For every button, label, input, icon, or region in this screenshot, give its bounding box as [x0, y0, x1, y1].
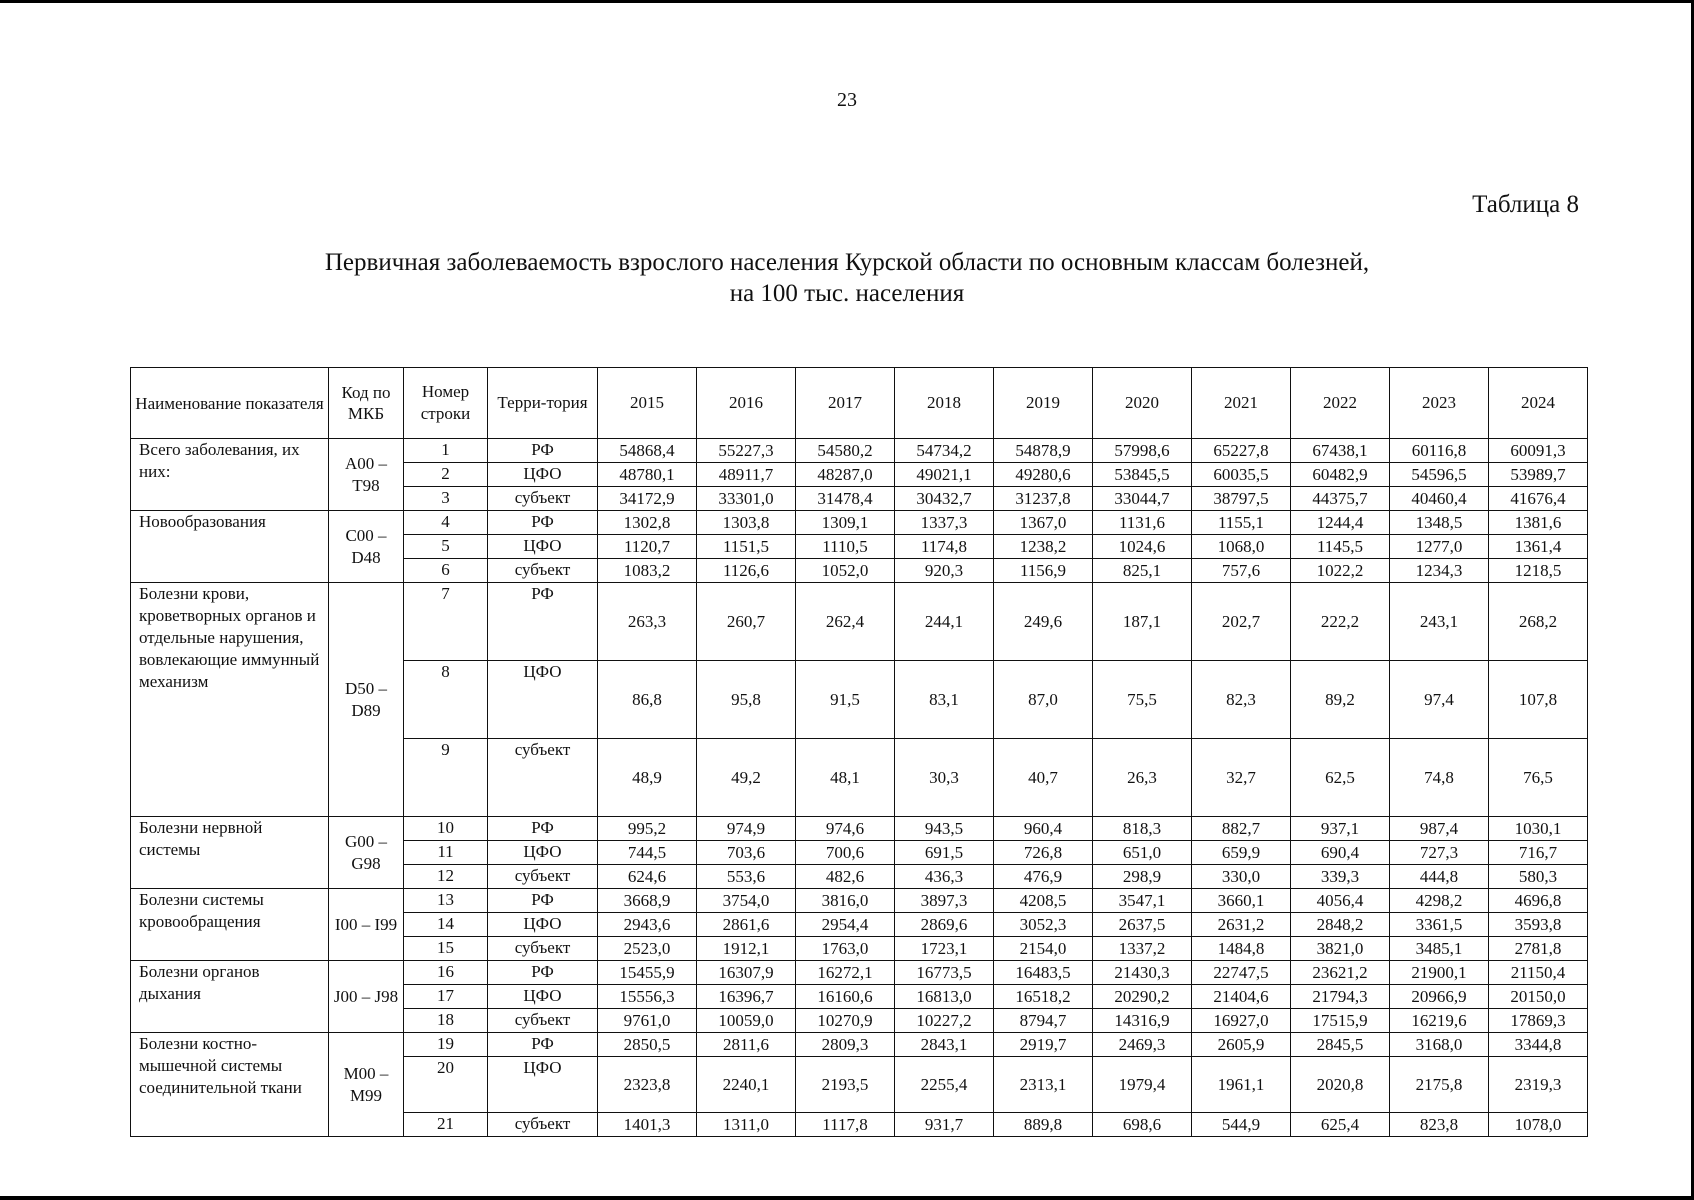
value-cell: 34172,9: [598, 487, 697, 511]
value-cell: 95,8: [697, 661, 796, 739]
value-cell: 943,5: [895, 817, 994, 841]
row-number: 15: [404, 937, 488, 961]
value-cell: 57998,6: [1093, 439, 1192, 463]
row-number: 4: [404, 511, 488, 535]
value-cell: 544,9: [1192, 1113, 1291, 1137]
value-cell: 339,3: [1291, 865, 1390, 889]
header-year: 2018: [895, 368, 994, 439]
value-cell: 2323,8: [598, 1057, 697, 1113]
icd-code: А00 – Т98: [329, 439, 404, 511]
value-cell: 3660,1: [1192, 889, 1291, 913]
value-cell: 243,1: [1390, 583, 1489, 661]
value-cell: 3168,0: [1390, 1033, 1489, 1057]
value-cell: 30,3: [895, 739, 994, 817]
value-cell: 1367,0: [994, 511, 1093, 535]
value-cell: 75,5: [1093, 661, 1192, 739]
value-cell: 1912,1: [697, 937, 796, 961]
value-cell: 1238,2: [994, 535, 1093, 559]
value-cell: 2809,3: [796, 1033, 895, 1057]
value-cell: 2811,6: [697, 1033, 796, 1057]
territory: субъект: [488, 865, 598, 889]
value-cell: 53989,7: [1489, 463, 1588, 487]
row-number: 20: [404, 1057, 488, 1113]
row-number: 9: [404, 739, 488, 817]
value-cell: 1277,0: [1390, 535, 1489, 559]
value-cell: 823,8: [1390, 1113, 1489, 1137]
value-cell: 624,6: [598, 865, 697, 889]
value-cell: 16483,5: [994, 961, 1093, 985]
value-cell: 21794,3: [1291, 985, 1390, 1009]
value-cell: 16927,0: [1192, 1009, 1291, 1033]
value-cell: 2154,0: [994, 937, 1093, 961]
value-cell: 244,1: [895, 583, 994, 661]
row-number: 10: [404, 817, 488, 841]
value-cell: 1030,1: [1489, 817, 1588, 841]
value-cell: 33044,7: [1093, 487, 1192, 511]
value-cell: 67438,1: [1291, 439, 1390, 463]
table-title-line-2: на 100 тыс. населения: [729, 280, 965, 307]
value-cell: 22747,5: [1192, 961, 1291, 985]
value-cell: 2319,3: [1489, 1057, 1588, 1113]
value-cell: 76,5: [1489, 739, 1588, 817]
value-cell: 1145,5: [1291, 535, 1390, 559]
row-number: 12: [404, 865, 488, 889]
value-cell: 3547,1: [1093, 889, 1192, 913]
value-cell: 1401,3: [598, 1113, 697, 1137]
value-cell: 16272,1: [796, 961, 895, 985]
value-cell: 83,1: [895, 661, 994, 739]
icd-code: J00 – J98: [329, 961, 404, 1033]
value-cell: 2954,4: [796, 913, 895, 937]
value-cell: 249,6: [994, 583, 1093, 661]
value-cell: 16307,9: [697, 961, 796, 985]
value-cell: 1302,8: [598, 511, 697, 535]
value-cell: 931,7: [895, 1113, 994, 1137]
value-cell: 21150,4: [1489, 961, 1588, 985]
value-cell: 2175,8: [1390, 1057, 1489, 1113]
value-cell: 4298,2: [1390, 889, 1489, 913]
value-cell: 1151,5: [697, 535, 796, 559]
value-cell: 727,3: [1390, 841, 1489, 865]
territory: РФ: [488, 817, 598, 841]
value-cell: 65227,8: [1192, 439, 1291, 463]
territory: субъект: [488, 739, 598, 817]
value-cell: 3816,0: [796, 889, 895, 913]
header-year: 2015: [598, 368, 697, 439]
territory: РФ: [488, 889, 598, 913]
row-number: 2: [404, 463, 488, 487]
value-cell: 3897,3: [895, 889, 994, 913]
row-number: 19: [404, 1033, 488, 1057]
value-cell: 48911,7: [697, 463, 796, 487]
value-cell: 9761,0: [598, 1009, 697, 1033]
row-number: 5: [404, 535, 488, 559]
value-cell: 1337,3: [895, 511, 994, 535]
value-cell: 53845,5: [1093, 463, 1192, 487]
value-cell: 889,8: [994, 1113, 1093, 1137]
value-cell: 2020,8: [1291, 1057, 1390, 1113]
value-cell: 40460,4: [1390, 487, 1489, 511]
indicator-name: Болезни крови, кроветворных органов и отдельные нарушения, вовлекающие иммунный механизм: [131, 583, 329, 817]
value-cell: 54878,9: [994, 439, 1093, 463]
value-cell: 33301,0: [697, 487, 796, 511]
value-cell: 700,6: [796, 841, 895, 865]
value-cell: 10270,9: [796, 1009, 895, 1033]
icd-code: I00 – I99: [329, 889, 404, 961]
page-number: 23: [837, 89, 857, 111]
table-row: [131, 439, 1588, 463]
territory: субъект: [488, 487, 598, 511]
value-cell: 691,5: [895, 841, 994, 865]
value-cell: 882,7: [1192, 817, 1291, 841]
value-cell: 2848,2: [1291, 913, 1390, 937]
value-cell: 2943,6: [598, 913, 697, 937]
value-cell: 15556,3: [598, 985, 697, 1009]
value-cell: 974,9: [697, 817, 796, 841]
value-cell: 2781,8: [1489, 937, 1588, 961]
table-label: Таблица 8: [1472, 191, 1579, 218]
value-cell: 41676,4: [1489, 487, 1588, 511]
value-cell: 262,4: [796, 583, 895, 661]
value-cell: 30432,7: [895, 487, 994, 511]
icd-code: D50 – D89: [329, 583, 404, 817]
value-cell: 87,0: [994, 661, 1093, 739]
territory: ЦФО: [488, 913, 598, 937]
value-cell: 1174,8: [895, 535, 994, 559]
value-cell: 54596,5: [1390, 463, 1489, 487]
value-cell: 2845,5: [1291, 1033, 1390, 1057]
value-cell: 23621,2: [1291, 961, 1390, 985]
value-cell: 1723,1: [895, 937, 994, 961]
value-cell: 3344,8: [1489, 1033, 1588, 1057]
value-cell: 476,9: [994, 865, 1093, 889]
value-cell: 60116,8: [1390, 439, 1489, 463]
value-cell: 1979,4: [1093, 1057, 1192, 1113]
value-cell: 1337,2: [1093, 937, 1192, 961]
value-cell: 54580,2: [796, 439, 895, 463]
value-cell: 4056,4: [1291, 889, 1390, 913]
row-number: 11: [404, 841, 488, 865]
value-cell: 1052,0: [796, 559, 895, 583]
table-title-line-1: Первичная заболеваемость взрослого населения Курской области по основным классам болезней,: [324, 249, 1370, 276]
value-cell: 2469,3: [1093, 1033, 1192, 1057]
indicator-name: Всего заболевания, их них:: [131, 439, 329, 511]
value-cell: 1381,6: [1489, 511, 1588, 535]
header-name: Наименование показателя: [131, 368, 329, 439]
value-cell: 268,2: [1489, 583, 1588, 661]
value-cell: 31237,8: [994, 487, 1093, 511]
territory: субъект: [488, 937, 598, 961]
value-cell: 2240,1: [697, 1057, 796, 1113]
value-cell: 48287,0: [796, 463, 895, 487]
header-year: 2017: [796, 368, 895, 439]
indicator-name: Новообразования: [131, 511, 329, 583]
row-number: 16: [404, 961, 488, 985]
icd-code: G00 – G98: [329, 817, 404, 889]
value-cell: 54734,2: [895, 439, 994, 463]
row-number: 13: [404, 889, 488, 913]
value-cell: 2843,1: [895, 1033, 994, 1057]
territory: РФ: [488, 961, 598, 985]
icd-code: М00 – М99: [329, 1033, 404, 1137]
territory: субъект: [488, 1009, 598, 1033]
header-year: 2016: [697, 368, 796, 439]
value-cell: 1311,0: [697, 1113, 796, 1137]
value-cell: 21404,6: [1192, 985, 1291, 1009]
value-cell: 86,8: [598, 661, 697, 739]
indicator-name: Болезни нервной системы: [131, 817, 329, 889]
value-cell: 818,3: [1093, 817, 1192, 841]
value-cell: 659,9: [1192, 841, 1291, 865]
value-cell: 8794,7: [994, 1009, 1093, 1033]
value-cell: 444,8: [1390, 865, 1489, 889]
value-cell: 825,1: [1093, 559, 1192, 583]
value-cell: 3821,0: [1291, 937, 1390, 961]
value-cell: 10227,2: [895, 1009, 994, 1033]
value-cell: 49021,1: [895, 463, 994, 487]
value-cell: 60035,5: [1192, 463, 1291, 487]
header-code: Код по МКБ: [329, 368, 404, 439]
table-row: [131, 583, 1588, 661]
table-body: [131, 439, 1588, 1137]
value-cell: 260,7: [697, 583, 796, 661]
indicator-name: Болезни костно-мышечной системы соединительной ткани: [131, 1033, 329, 1137]
value-cell: 1303,8: [697, 511, 796, 535]
table-row: [131, 961, 1588, 985]
territory: ЦФО: [488, 841, 598, 865]
value-cell: 995,2: [598, 817, 697, 841]
value-cell: 690,4: [1291, 841, 1390, 865]
value-cell: 2850,5: [598, 1033, 697, 1057]
territory: ЦФО: [488, 985, 598, 1009]
territory: ЦФО: [488, 463, 598, 487]
value-cell: 1156,9: [994, 559, 1093, 583]
value-cell: 17515,9: [1291, 1009, 1390, 1033]
morbidity-table: [130, 367, 1588, 1137]
value-cell: 1155,1: [1192, 511, 1291, 535]
value-cell: 3754,0: [697, 889, 796, 913]
value-cell: 1068,0: [1192, 535, 1291, 559]
value-cell: 4696,8: [1489, 889, 1588, 913]
value-cell: 1120,7: [598, 535, 697, 559]
value-cell: 726,8: [994, 841, 1093, 865]
value-cell: 48,9: [598, 739, 697, 817]
value-cell: 16813,0: [895, 985, 994, 1009]
value-cell: 1218,5: [1489, 559, 1588, 583]
value-cell: 580,3: [1489, 865, 1588, 889]
row-number: 6: [404, 559, 488, 583]
territory: ЦФО: [488, 1057, 598, 1113]
value-cell: 1083,2: [598, 559, 697, 583]
value-cell: 48,1: [796, 739, 895, 817]
value-cell: 703,6: [697, 841, 796, 865]
header-row: [131, 368, 1588, 439]
table-row: [131, 817, 1588, 841]
value-cell: 3361,5: [1390, 913, 1489, 937]
territory: РФ: [488, 511, 598, 535]
value-cell: 2637,5: [1093, 913, 1192, 937]
value-cell: 60482,9: [1291, 463, 1390, 487]
value-cell: 698,6: [1093, 1113, 1192, 1137]
value-cell: 1361,4: [1489, 535, 1588, 559]
icd-code: С00 – D48: [329, 511, 404, 583]
value-cell: 3485,1: [1390, 937, 1489, 961]
header-territory: Терри-тория: [488, 368, 598, 439]
value-cell: 757,6: [1192, 559, 1291, 583]
value-cell: 2631,2: [1192, 913, 1291, 937]
value-cell: 20966,9: [1390, 985, 1489, 1009]
value-cell: 74,8: [1390, 739, 1489, 817]
value-cell: 2313,1: [994, 1057, 1093, 1113]
value-cell: 263,3: [598, 583, 697, 661]
row-number: 18: [404, 1009, 488, 1033]
table-title: [0, 247, 1694, 309]
value-cell: 744,5: [598, 841, 697, 865]
value-cell: 2605,9: [1192, 1033, 1291, 1057]
value-cell: 1117,8: [796, 1113, 895, 1137]
value-cell: 89,2: [1291, 661, 1390, 739]
value-cell: 16160,6: [796, 985, 895, 1009]
value-cell: 1110,5: [796, 535, 895, 559]
value-cell: 3668,9: [598, 889, 697, 913]
value-cell: 16773,5: [895, 961, 994, 985]
table-row: [131, 511, 1588, 535]
value-cell: 1961,1: [1192, 1057, 1291, 1113]
header-year: 2023: [1390, 368, 1489, 439]
header-row-number: Номер строки: [404, 368, 488, 439]
value-cell: 49,2: [697, 739, 796, 817]
header-year: 2021: [1192, 368, 1291, 439]
value-cell: 40,7: [994, 739, 1093, 817]
indicator-name: Болезни системы кровообращения: [131, 889, 329, 961]
value-cell: 1078,0: [1489, 1113, 1588, 1137]
row-number: 21: [404, 1113, 488, 1137]
row-number: 14: [404, 913, 488, 937]
value-cell: 1024,6: [1093, 535, 1192, 559]
row-number: 17: [404, 985, 488, 1009]
value-cell: 651,0: [1093, 841, 1192, 865]
row-number: 7: [404, 583, 488, 661]
value-cell: 3052,3: [994, 913, 1093, 937]
value-cell: 920,3: [895, 559, 994, 583]
value-cell: 38797,5: [1192, 487, 1291, 511]
value-cell: 1348,5: [1390, 511, 1489, 535]
value-cell: 482,6: [796, 865, 895, 889]
value-cell: 107,8: [1489, 661, 1588, 739]
value-cell: 16396,7: [697, 985, 796, 1009]
value-cell: 3593,8: [1489, 913, 1588, 937]
value-cell: 91,5: [796, 661, 895, 739]
table-row: [131, 889, 1588, 913]
value-cell: 1131,6: [1093, 511, 1192, 535]
territory: ЦФО: [488, 535, 598, 559]
value-cell: 1126,6: [697, 559, 796, 583]
value-cell: 2193,5: [796, 1057, 895, 1113]
value-cell: 937,1: [1291, 817, 1390, 841]
value-cell: 44375,7: [1291, 487, 1390, 511]
value-cell: 21900,1: [1390, 961, 1489, 985]
value-cell: 17869,3: [1489, 1009, 1588, 1033]
value-cell: 82,3: [1192, 661, 1291, 739]
value-cell: 1022,2: [1291, 559, 1390, 583]
value-cell: 1234,3: [1390, 559, 1489, 583]
value-cell: 960,4: [994, 817, 1093, 841]
value-cell: 1309,1: [796, 511, 895, 535]
value-cell: 1484,8: [1192, 937, 1291, 961]
territory: РФ: [488, 583, 598, 661]
value-cell: 32,7: [1192, 739, 1291, 817]
value-cell: 2861,6: [697, 913, 796, 937]
territory: субъект: [488, 559, 598, 583]
value-cell: 54868,4: [598, 439, 697, 463]
value-cell: 2523,0: [598, 937, 697, 961]
value-cell: 974,6: [796, 817, 895, 841]
territory: ЦФО: [488, 661, 598, 739]
value-cell: 2919,7: [994, 1033, 1093, 1057]
value-cell: 1763,0: [796, 937, 895, 961]
value-cell: 20290,2: [1093, 985, 1192, 1009]
value-cell: 49280,6: [994, 463, 1093, 487]
value-cell: 436,3: [895, 865, 994, 889]
territory: РФ: [488, 439, 598, 463]
header-year: 2020: [1093, 368, 1192, 439]
value-cell: 187,1: [1093, 583, 1192, 661]
value-cell: 20150,0: [1489, 985, 1588, 1009]
value-cell: 1244,4: [1291, 511, 1390, 535]
value-cell: 2869,6: [895, 913, 994, 937]
value-cell: 16219,6: [1390, 1009, 1489, 1033]
value-cell: 62,5: [1291, 739, 1390, 817]
value-cell: 202,7: [1192, 583, 1291, 661]
row-number: 8: [404, 661, 488, 739]
value-cell: 298,9: [1093, 865, 1192, 889]
territory: субъект: [488, 1113, 598, 1137]
row-number: 3: [404, 487, 488, 511]
value-cell: 16518,2: [994, 985, 1093, 1009]
row-number: 1: [404, 439, 488, 463]
value-cell: 987,4: [1390, 817, 1489, 841]
value-cell: 60091,3: [1489, 439, 1588, 463]
value-cell: 10059,0: [697, 1009, 796, 1033]
value-cell: 2255,4: [895, 1057, 994, 1113]
header-year: 2022: [1291, 368, 1390, 439]
territory: РФ: [488, 1033, 598, 1057]
value-cell: 21430,3: [1093, 961, 1192, 985]
value-cell: 625,4: [1291, 1113, 1390, 1137]
value-cell: 553,6: [697, 865, 796, 889]
value-cell: 48780,1: [598, 463, 697, 487]
value-cell: 222,2: [1291, 583, 1390, 661]
value-cell: 716,7: [1489, 841, 1588, 865]
value-cell: 26,3: [1093, 739, 1192, 817]
header-year: 2019: [994, 368, 1093, 439]
value-cell: 55227,3: [697, 439, 796, 463]
table-row: [131, 1033, 1588, 1057]
indicator-name: Болезни органов дыхания: [131, 961, 329, 1033]
header-year: 2024: [1489, 368, 1588, 439]
value-cell: 330,0: [1192, 865, 1291, 889]
value-cell: 14316,9: [1093, 1009, 1192, 1033]
value-cell: 4208,5: [994, 889, 1093, 913]
value-cell: 15455,9: [598, 961, 697, 985]
value-cell: 31478,4: [796, 487, 895, 511]
value-cell: 97,4: [1390, 661, 1489, 739]
